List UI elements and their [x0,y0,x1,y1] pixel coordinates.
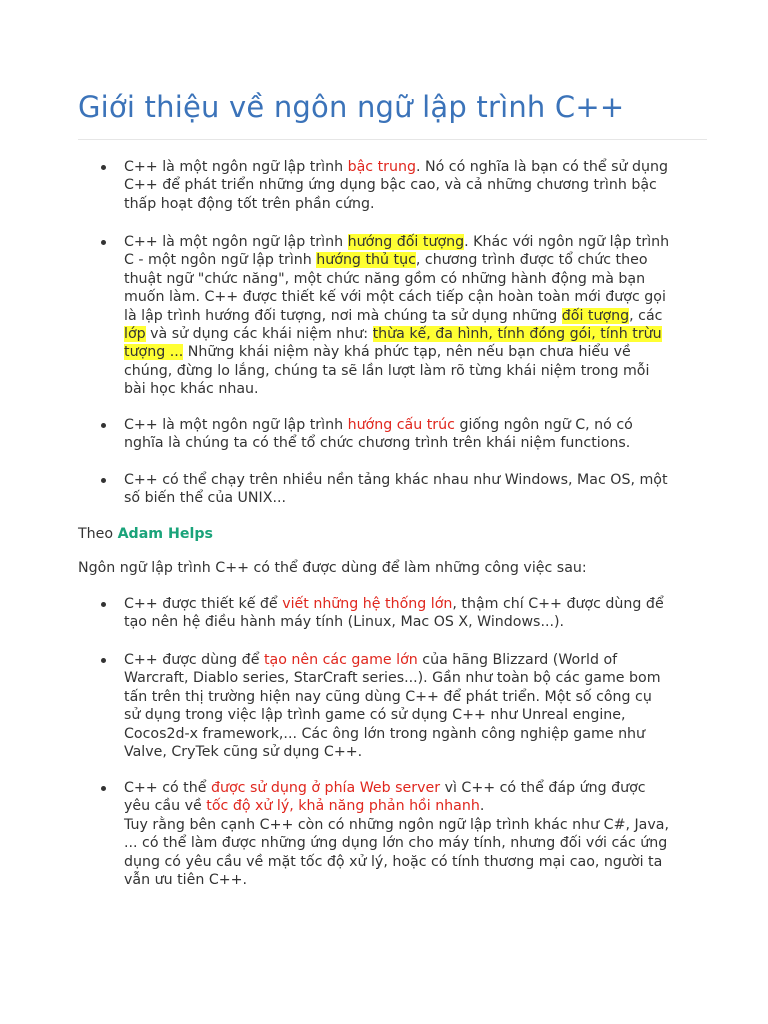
text-line [124,834,714,852]
text-run: , các [629,307,663,324]
text-line [124,380,714,398]
text-line [124,343,714,361]
text-line [124,176,714,194]
text-line [124,195,714,213]
text-line [124,688,714,706]
text-line [124,434,714,452]
text-run: tạo nên hệ điều hành máy tính (Linux, Mac OS X, Windows...). [124,614,565,631]
text-run: ... có thể làm được những ứng dụng lớn cho máy tính, nhưng đối với các ứng [124,835,668,852]
text-run: C++ có thể [124,780,211,796]
title-divider [78,139,707,140]
text-run: và sử dụng các khái niệm như: [145,326,373,343]
text-run: C++ để phát triển những ứng dụng bậc cao, và cả những chương trình bậc [124,177,657,194]
text-line [124,270,714,288]
bullet-icon [101,423,106,428]
page-title: Giới thiệu về ngôn ngữ lập trình C++ [78,90,625,124]
bullet-icon [101,165,106,170]
list-item-text [124,651,714,761]
bullet-icon [101,602,106,607]
text-line [124,613,714,631]
text-run: Tuy rằng bên cạnh C++ còn có những ngôn ngữ lập trình khác như C#, Java, [124,816,669,833]
text-line [124,471,714,489]
text-line [124,489,714,507]
text-run: Những khái niệm này khá phức tạp, nên nếu bạn chưa hiểu về [183,344,631,361]
uses-intro: Ngôn ngữ lập trình C++ có thể được dùng để làm những công việc sau: [78,560,587,576]
text-run: . Khác với ngôn ngữ lập trình [464,234,670,250]
text-run: C++ được thiết kế để [124,596,283,612]
emphasis-text: tạo nên các game lớn [263,652,418,668]
bullet-icon [101,786,106,791]
text-line [124,779,714,797]
text-line [124,743,714,761]
text-run: Valve, CryTek cũng sử dụng C++. [124,744,363,761]
highlighted-text: tượng ... [124,344,184,361]
emphasis-text: viết những hệ thống lớn [282,596,453,612]
text-run: C++ là một ngôn ngữ lập trình [124,234,348,250]
highlighted-text: thừa kế, đa hình, tính đóng gói, tính trừu [372,326,662,343]
text-run: C++ có thể chạy trên nhiều nền tảng khác nhau như Windows, Mac OS, một [124,472,668,488]
text-run: chúng, đừng lo lắng, chúng ta sẽ lần lượt làm rõ từng khái niệm trong mỗi [124,362,650,379]
text-line [124,233,714,251]
text-line [124,416,714,434]
emphasis-text: tốc độ xử lý, khả năng phản hồi nhanh [206,798,480,815]
text-line [124,595,714,613]
text-run: thuật ngữ "chức năng", một chức năng gồm có những hành động mà bạn [124,270,646,287]
text-run: , thậm chí C++ được dùng để [452,596,664,612]
list-item-text [124,471,714,508]
text-line [124,288,714,306]
list-item-text [124,158,714,213]
text-run: nghĩa là chúng ta có thể tổ chức chương trình trên khái niệm functions. [124,435,631,452]
text-run: yêu cầu về [124,798,207,815]
list-item-text [124,233,714,399]
text-line [124,251,714,269]
emphasis-text: hướng cấu trúc [347,417,455,433]
source-line [78,525,213,543]
list-item-text [124,416,714,453]
text-run: tấn trên thị trường hiện nay cũng dùng C++ để phát triển. Một số công cụ [124,688,652,705]
text-run: bài học khác nhau. [124,381,259,398]
text-run: vẫn ưu tiên C++. [124,872,248,889]
highlighted-text: hướng đối tượng [347,234,465,250]
emphasis-text: bậc trung [347,159,416,175]
text-run: muốn làm. C++ được thiết kế với một cách tiếp cận hoàn toàn mới được gọi [124,289,666,306]
bullet-icon [101,478,106,483]
text-line [124,158,714,176]
text-run: số biến thể của UNIX... [124,490,286,507]
text-line [124,853,714,871]
text-run: Cocos2d-x framework,... Các ông lớn trong ngành công nghiệp game như [124,725,646,742]
bullet-icon [101,658,106,663]
text-run: C++ là một ngôn ngữ lập trình [124,159,348,175]
source-prefix: Theo [78,526,118,542]
text-line [124,797,714,815]
list-item-text [124,779,714,889]
text-run: C++ được dùng để [124,652,264,668]
text-line [124,706,714,724]
list-item-text [124,595,714,632]
text-line [124,816,714,834]
text-run: . [479,798,485,815]
text-run: giống ngôn ngữ C, nó có [454,417,633,433]
highlighted-text: lớp [124,326,146,343]
text-run: Warcraft, Diablo series, StarCraft series...). Gần như toàn bộ các game bom [124,670,661,687]
highlighted-text: hướng thủ tục [316,252,416,269]
source-link[interactable]: Adam Helps [117,526,213,542]
text-line [124,307,714,325]
text-run: vì C++ có thể đáp ứng được [440,780,646,796]
text-run: C - một ngôn ngữ lập trình [124,252,317,269]
text-line [124,325,714,343]
text-line [124,362,714,380]
highlighted-text: đối tượng [561,307,630,324]
text-run: C++ là một ngôn ngữ lập trình [124,417,348,433]
emphasis-text: được sử dụng ở phía Web server [210,780,441,796]
text-line [124,725,714,743]
text-run: . Nó có nghĩa là bạn có thể sử dụng [415,159,668,175]
text-run: là lập trình hướng đối tượng, nơi mà chúng ta sử dụng những [124,307,562,324]
text-run: của hãng Blizzard (World of [417,652,618,668]
text-line [124,669,714,687]
text-line [124,651,714,669]
text-run: thấp hoạt động tốt trên phần cứng. [124,195,375,212]
text-line [124,871,714,889]
text-run: dụng có yêu cầu về mặt tốc độ xử lý, hoặc có tính thương mại cao, người ta [124,853,663,870]
bullet-icon [101,240,106,245]
text-run: sử dụng trong việc lập trình game có sử dụng C++ như Unreal engine, [124,707,626,724]
text-run: , chương trình được tổ chức theo [415,252,648,269]
